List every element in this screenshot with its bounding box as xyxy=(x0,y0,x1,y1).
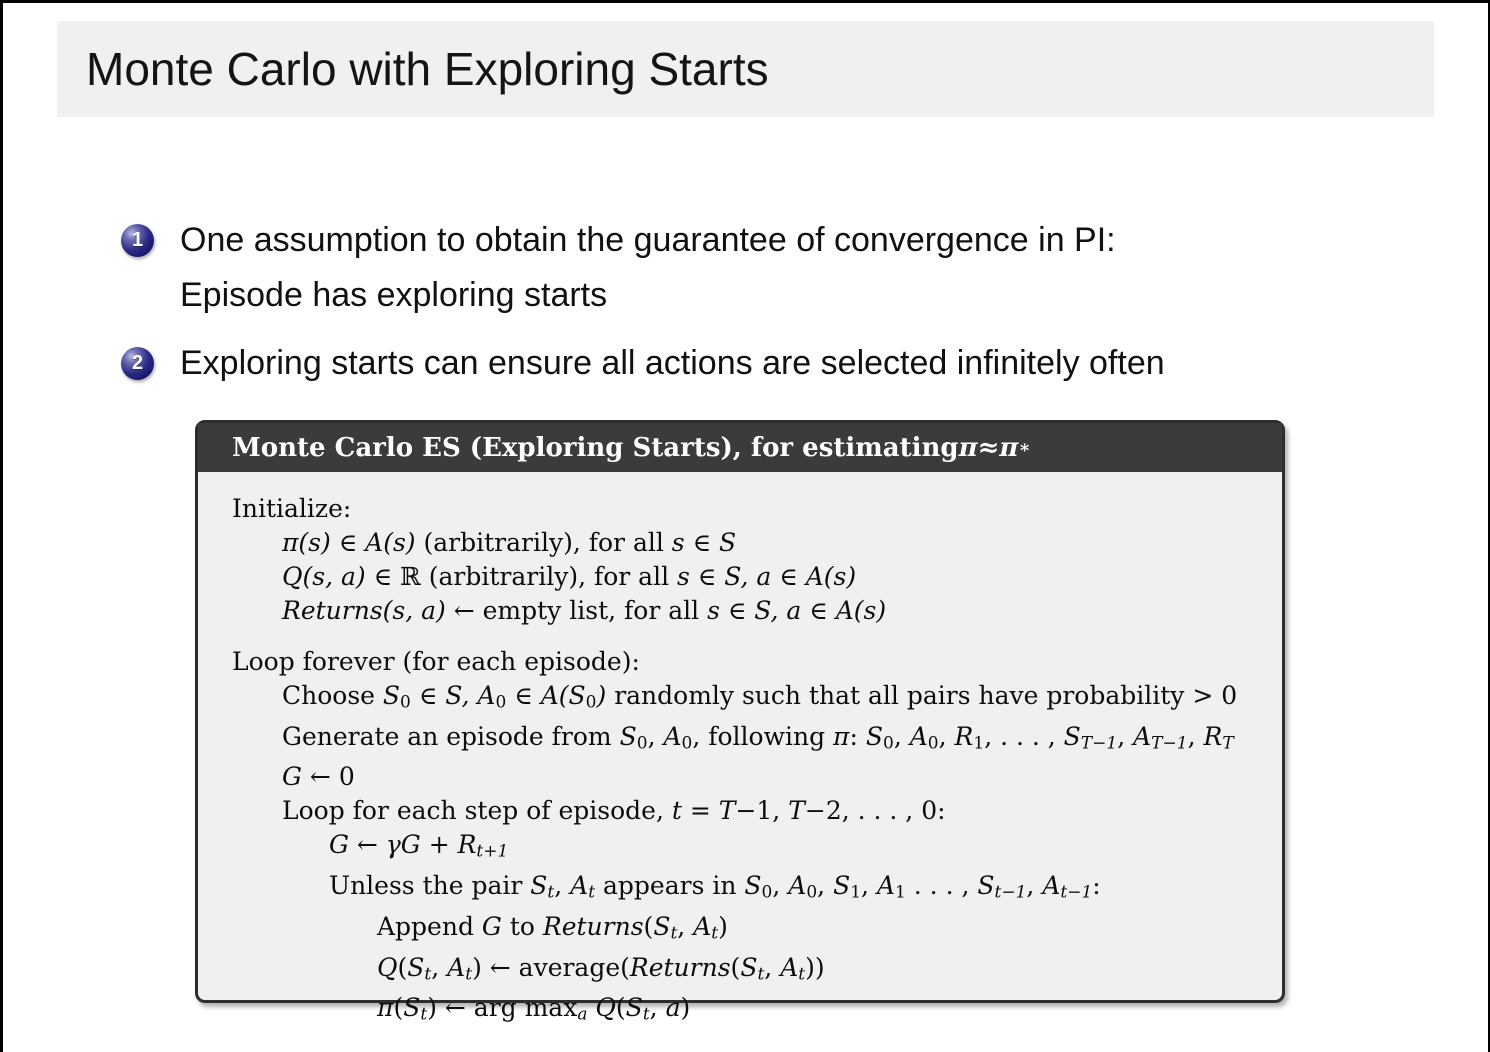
text-segment: , xyxy=(1187,721,1204,751)
text-segment: 1 xyxy=(973,733,985,754)
slide-border-top xyxy=(0,0,1490,3)
text-segment: t xyxy=(424,964,432,985)
text-segment: , xyxy=(1117,721,1134,751)
slide-border-left xyxy=(0,0,3,1052)
text-segment: T xyxy=(1222,733,1234,754)
text-segment: ) xyxy=(596,681,615,710)
text-segment: R xyxy=(457,830,477,860)
text-segment: ) xyxy=(472,952,490,982)
text-segment: A xyxy=(788,871,807,901)
text-segment: Monte Carlo ES (Exploring Starts), for estimating xyxy=(232,432,959,463)
text-segment: S xyxy=(382,681,401,710)
text-segment: G xyxy=(329,830,357,860)
algorithm-line xyxy=(232,760,1266,794)
text-segment: > 0 xyxy=(1192,681,1238,710)
text-segment: : xyxy=(1092,871,1101,901)
algorithm-block xyxy=(195,420,1285,1026)
text-segment: a xyxy=(665,993,681,1023)
algorithm-line xyxy=(232,645,1266,679)
text-segment: + xyxy=(428,830,458,860)
text-segment: T xyxy=(788,796,805,826)
text-segment: ← arg max xyxy=(444,993,578,1023)
text-segment: T xyxy=(718,796,736,826)
text-segment: ∈ A( xyxy=(506,681,569,710)
text-segment: , xyxy=(554,871,571,901)
text-segment: Returns(s, a) xyxy=(282,596,454,625)
text-segment: a xyxy=(577,1005,588,1026)
text-segment: Q(s, a) ∈ xyxy=(282,562,401,591)
algorithm-line xyxy=(232,794,1266,828)
algorithm-line xyxy=(232,720,1266,761)
text-segment: appears in xyxy=(595,871,745,901)
text-segment: )) xyxy=(805,952,825,982)
text-segment: G xyxy=(481,911,510,941)
text-segment: , . . . , xyxy=(984,721,1064,751)
text-segment: π xyxy=(377,993,394,1023)
algorithm-line xyxy=(232,951,1266,992)
text-segment: s ∈ S, a ∈ A(s) xyxy=(707,596,887,625)
text-segment: Q xyxy=(595,993,616,1023)
text-segment: randomly such that all pairs have probability xyxy=(614,681,1193,710)
text-segment: , xyxy=(764,952,781,982)
text-segment: R xyxy=(1203,721,1223,751)
text-segment: Loop for each step of episode, xyxy=(282,796,672,826)
text-segment: 0 xyxy=(927,733,939,754)
text-segment: t xyxy=(547,882,555,903)
text-segment: Returns xyxy=(542,911,644,941)
text-segment: ← average( xyxy=(489,952,630,982)
text-segment: R xyxy=(954,721,974,751)
text-segment: 1 xyxy=(895,882,906,903)
text-segment: t xyxy=(588,882,596,903)
text-segment: t xyxy=(642,1005,650,1026)
text-segment: ← 0 xyxy=(309,762,355,792)
text-segment: S xyxy=(977,871,995,901)
text-segment: t−1 xyxy=(1060,882,1093,903)
text-segment: G xyxy=(282,762,310,792)
text-segment: Loop forever (for each episode): xyxy=(232,647,640,676)
bullet-item-2 xyxy=(121,336,1421,391)
algorithm-line xyxy=(232,679,1266,720)
text-segment: ) xyxy=(718,911,728,941)
page-title: Monte Carlo with Exploring Starts xyxy=(86,43,769,95)
text-segment: , xyxy=(772,871,789,901)
text-segment: ( xyxy=(393,993,404,1023)
text-segment: 0 xyxy=(761,882,773,903)
algorithm-block-title xyxy=(198,423,1282,472)
text-segment: : xyxy=(849,721,866,751)
algorithm-line xyxy=(232,869,1266,910)
text-segment: 0 xyxy=(883,733,894,754)
text-segment: π xyxy=(833,721,850,751)
text-segment: π xyxy=(999,432,1019,463)
text-segment: , xyxy=(938,721,955,751)
text-segment: ← xyxy=(356,830,386,860)
text-segment: t xyxy=(671,796,690,826)
text-segment: t−1 xyxy=(994,882,1027,903)
text-segment: T−1 xyxy=(1080,733,1118,754)
text-segment: γG xyxy=(385,830,429,860)
text-segment: S xyxy=(619,721,637,751)
text-segment: Initialize: xyxy=(232,494,352,523)
slide-title-bar xyxy=(57,21,1434,117)
text-segment: S xyxy=(865,721,883,751)
text-segment: 0 xyxy=(495,692,507,713)
algorithm-line xyxy=(232,910,1266,951)
text-segment: = xyxy=(689,796,719,826)
text-segment: ( xyxy=(730,952,741,982)
text-segment: . . . , xyxy=(905,871,978,901)
text-segment: S xyxy=(833,871,851,901)
text-segment: Unless the pair xyxy=(329,871,531,901)
bullet-list xyxy=(121,213,1421,404)
text-segment: ≈ xyxy=(977,432,1000,463)
text-segment: s ∈ S xyxy=(671,528,737,557)
bullet-number-badge: 2 xyxy=(121,347,154,380)
text-segment: s ∈ S, a ∈ A(s) xyxy=(677,562,857,591)
text-segment: S xyxy=(653,911,671,941)
bullet-line: Exploring starts can ensure all actions are selected infinitely often xyxy=(180,344,1165,382)
text-segment: Generate an episode from xyxy=(282,721,620,751)
text-segment: ∈ S, xyxy=(410,681,478,710)
algorithm-line xyxy=(232,526,1266,560)
text-segment: ℝ (arbitrarily), for all xyxy=(400,562,678,591)
text-segment: A xyxy=(1133,721,1152,751)
text-segment: , xyxy=(647,721,664,751)
text-segment: S xyxy=(1063,721,1081,751)
text-segment: −2, . . . , 0: xyxy=(804,796,946,826)
text-segment: 0 xyxy=(400,692,411,713)
text-segment: A xyxy=(663,721,682,751)
text-segment: A xyxy=(693,911,712,941)
text-segment: , xyxy=(649,993,666,1023)
bullet-line: Episode has exploring starts xyxy=(180,276,608,314)
text-segment: t+1 xyxy=(476,842,509,863)
text-segment: S xyxy=(568,681,586,710)
text-segment: A xyxy=(876,871,896,901)
algorithm-line xyxy=(232,492,1266,526)
text-segment: t xyxy=(420,1005,428,1026)
text-segment: Returns xyxy=(629,952,731,982)
text-segment: π xyxy=(958,432,978,463)
text-segment: 0 xyxy=(585,692,597,713)
text-segment: t xyxy=(757,964,765,985)
algorithm-line xyxy=(232,991,1266,1032)
text-segment: Q xyxy=(377,952,398,982)
text-segment: A xyxy=(477,681,496,710)
text-segment: S xyxy=(407,952,425,982)
text-segment: ( xyxy=(615,993,626,1023)
bullet-text xyxy=(180,213,1116,323)
text-segment: 0 xyxy=(681,733,693,754)
text-segment: ) xyxy=(680,993,691,1023)
text-segment: ← empty list, for all xyxy=(453,596,708,625)
text-segment: S xyxy=(625,993,643,1023)
text-segment: −1, xyxy=(735,796,789,826)
algorithm-line xyxy=(232,560,1266,594)
text-segment: ( xyxy=(397,952,408,982)
algorithm-body xyxy=(198,472,1282,1032)
text-segment: , xyxy=(817,871,834,901)
text-segment: t xyxy=(465,964,473,985)
text-segment: (arbitrarily), for all xyxy=(423,528,672,557)
text-segment: , following xyxy=(692,721,834,751)
text-segment: A xyxy=(1042,871,1061,901)
text-segment: Append xyxy=(377,911,482,941)
text-segment: to xyxy=(509,911,543,941)
text-segment: S xyxy=(530,871,548,901)
bullet-item-1 xyxy=(121,213,1421,323)
text-segment: , xyxy=(1026,871,1043,901)
text-segment: t xyxy=(670,923,678,944)
text-segment: 0 xyxy=(636,733,648,754)
text-segment: , xyxy=(861,871,877,901)
text-segment: π(s) ∈ A(s) xyxy=(282,528,424,557)
algorithm-line xyxy=(232,594,1266,628)
text-segment: 0 xyxy=(806,882,818,903)
text-segment: A xyxy=(570,871,589,901)
text-segment: S xyxy=(744,871,762,901)
text-segment: , xyxy=(677,911,694,941)
text-segment: ) xyxy=(427,993,445,1023)
text-segment: S xyxy=(740,952,758,982)
text-segment: , xyxy=(431,952,448,982)
text-segment: A xyxy=(909,721,928,751)
text-segment: Choose xyxy=(282,681,383,710)
text-segment: ( xyxy=(643,911,654,941)
text-segment: 1 xyxy=(850,882,862,903)
text-segment: ∗ xyxy=(1018,437,1031,458)
text-segment: S xyxy=(403,993,421,1023)
bullet-text xyxy=(180,336,1165,391)
text-segment: , xyxy=(893,721,910,751)
text-segment: A xyxy=(780,952,799,982)
text-segment: A xyxy=(447,952,466,982)
algorithm-line xyxy=(232,828,1266,869)
text-segment: t xyxy=(711,923,719,944)
bullet-line: One assumption to obtain the guarantee of convergence in PI: xyxy=(180,221,1116,259)
text-segment: t xyxy=(798,964,806,985)
text-segment: T−1 xyxy=(1151,733,1188,754)
bullet-number-badge: 1 xyxy=(121,224,154,257)
